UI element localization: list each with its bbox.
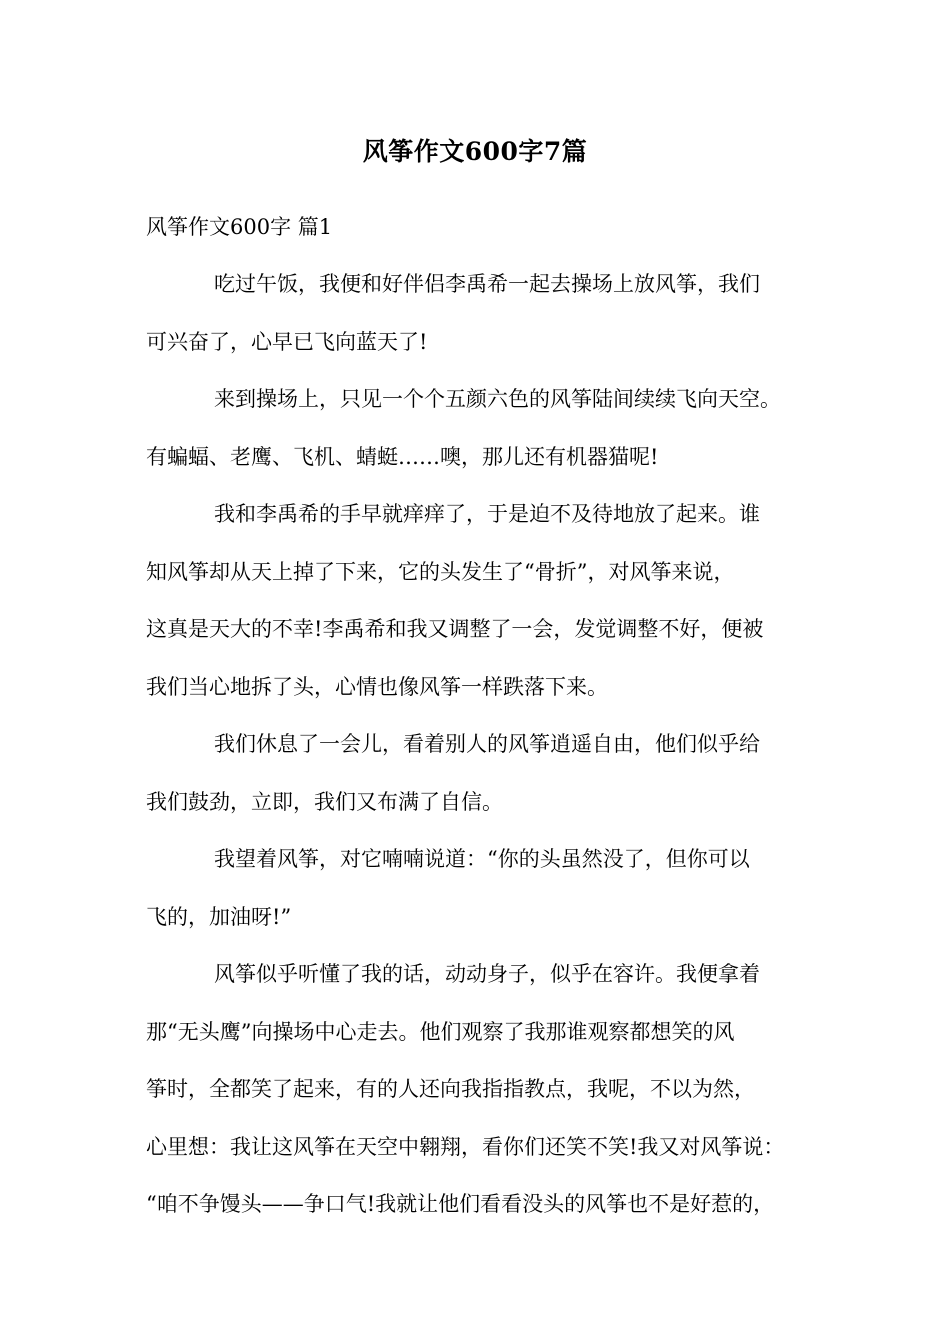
paragraph-line: 来到操场上，只见一个个五颜六色的风筝陆间续续飞向天空。 [214, 387, 781, 411]
paragraph-line: 这真是天大的不幸!李禹希和我又调整了一会，发觉调整不好，便被 [146, 617, 764, 641]
document-body [146, 198, 826, 1234]
paragraph-line: 知风筝却从天上掉了下来，它的头发生了“骨折”，对风筝来说， [146, 559, 735, 584]
paragraph-line: 我们鼓劲，立即，我们又布满了自信。 [146, 789, 503, 814]
paragraph-line: 我望着风筝，对它喃喃说道：“你的头虽然没了，但你可以 [214, 847, 750, 871]
paragraph-line: “咱不争馒头——争口气!我就让他们看看没头的风筝也不是好惹的， [146, 1192, 775, 1216]
document-title: 风筝作文600字7篇 [362, 137, 588, 166]
paragraph-1 [146, 256, 826, 371]
paragraph-line: 那“无头鹰”向操场中心走去。他们观察了我那谁观察都想笑的风 [146, 1019, 735, 1044]
paragraph-6 [146, 946, 826, 1234]
paragraph-line: 筝时，全都笑了起来，有的人还向我指指教点，我呢，不以为然， [146, 1077, 755, 1101]
paragraph-line: 心里想：我让这风筝在天空中翱翔，看你们还笑不笑!我又对风筝说： [146, 1134, 785, 1159]
paragraph-line: 风筝似乎听懂了我的话，动动身子，似乎在容许。我便拿着 [214, 962, 760, 986]
paragraph-line: 我们休息了一会儿，看着别人的风筝逍遥自由，他们似乎给 [214, 732, 760, 756]
paragraph-2 [146, 371, 826, 486]
paragraph-3 [146, 486, 826, 716]
paragraph-line: 有蝙蝠、老鹰、飞机、蜻蜓……噢，那儿还有机器猫呢! [146, 444, 659, 469]
paragraph-4 [146, 716, 826, 831]
paragraph-line: 我们当心地拆了头，心情也像风筝一样跌落下来。 [146, 674, 608, 699]
section-heading: 风筝作文600字 篇1 [146, 215, 333, 239]
paragraph-5 [146, 831, 826, 946]
paragraph-line: 飞的，加油呀!” [146, 904, 292, 929]
paragraph-line: 可兴奋了，心早已飞向蓝天了! [146, 329, 428, 354]
paragraph-line: 吃过午饭，我便和好伴侣李禹希一起去操场上放风筝，我们 [214, 272, 760, 296]
paragraph-line: 我和李禹希的手早就痒痒了，于是迫不及待地放了起来。谁 [214, 502, 760, 526]
